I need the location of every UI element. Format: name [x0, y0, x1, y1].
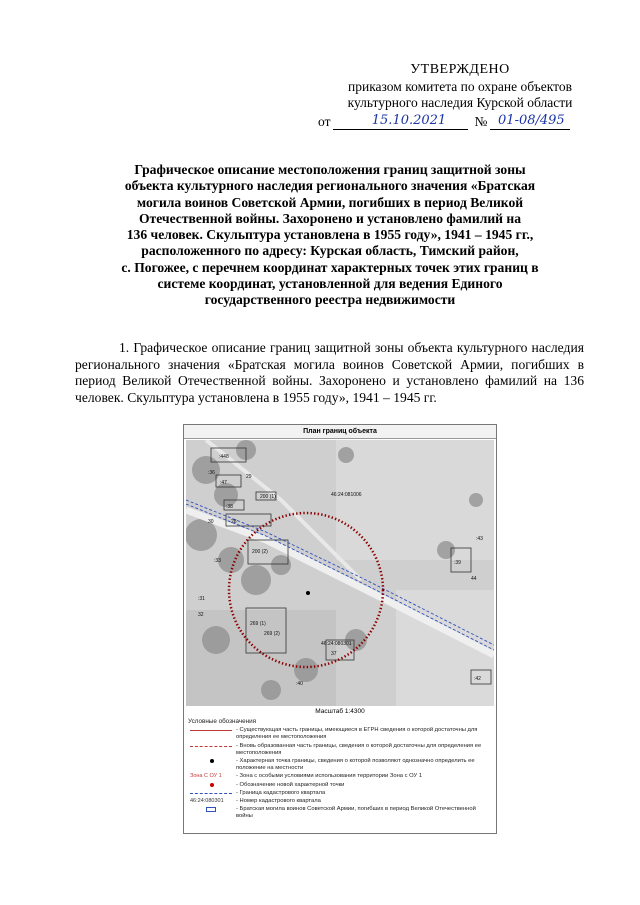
parcel-label: :39	[454, 560, 461, 566]
title-line: Графическое описание местоположения границ защитной зоны	[134, 162, 526, 177]
existing-boundary-symbol	[188, 727, 236, 734]
map-scale: Масштаб 1:4300	[315, 708, 365, 715]
parcel-label: :40	[296, 681, 303, 687]
legend-item: - Существующая часть границы, имеющиеся в ЕГРН сведения о которой достаточны для определения ее местоположения	[188, 727, 492, 741]
parcel-label: 269 (1)	[250, 621, 266, 627]
monument-symbol	[188, 806, 236, 813]
parcel-label: :448	[219, 454, 229, 460]
handwritten-date: 15.10.2021	[333, 113, 468, 130]
legend-item: 46:24:080301 - Номер кадастрового квартала	[190, 798, 321, 805]
legend-item: - Обозначение новой характерной точки	[188, 782, 492, 789]
approval-date-number-line	[310, 113, 610, 130]
quarter-label-bottom: 46:24:080301	[321, 641, 352, 647]
parcel-label: :47	[220, 480, 227, 486]
document-title	[75, 162, 585, 309]
parcel-label: :42	[474, 676, 481, 682]
parcel-label: :43	[476, 536, 483, 542]
legend-title: Условные обозначения	[188, 718, 257, 725]
quarter-boundary-symbol	[188, 790, 236, 797]
title-line: могила воинов Советской Армии, погибших в период Великой	[136, 194, 524, 210]
zone-symbol: Зона С ОУ 1	[190, 773, 222, 780]
aerial-map	[186, 440, 494, 706]
number-label: №	[474, 114, 488, 129]
parcel-label: :38	[226, 504, 233, 510]
parcel-label: 30	[208, 519, 214, 525]
legend-item: - Характерная точка границы, сведения о которой позволяют однозначно определить ее положение на местности	[188, 758, 492, 772]
parcel-label: 37	[331, 651, 337, 657]
title-line: с. Погожее, с перечнем координат характерных точек этих границ в	[121, 259, 539, 275]
title-line: Отечественной войны. Захоронено и установлено фамилий на	[138, 210, 522, 226]
title-line: государственного реестра недвижимости	[204, 292, 456, 308]
approval-block	[310, 62, 610, 130]
new-point-symbol	[188, 782, 236, 789]
map-title: План границ объекта	[184, 425, 496, 439]
parcel-label: :33	[214, 558, 221, 564]
parcel-label: 200 (2)	[252, 549, 268, 555]
approval-line-2: культурного наследия Курской области	[347, 95, 573, 110]
parcel-label: 200 (1)	[260, 494, 276, 500]
boundary-plan-figure	[183, 424, 497, 834]
parcel-label: :36	[208, 470, 215, 476]
legend-item: - Вновь образованная часть границы, сведения о которой достаточны для определения ее местоположения	[188, 743, 492, 757]
monument-marker	[306, 591, 310, 595]
title-line: объекта культурного наследия регионального значения «Братская	[124, 178, 536, 194]
title-line: системе координат, установленной для ведения Единого	[157, 276, 503, 292]
from-label: от	[318, 114, 331, 129]
parcel-label: 28	[231, 519, 237, 525]
legend-item: Зона С ОУ 1 - Зона с особыми условиями использования территории Зона с ОУ 1	[190, 773, 423, 780]
new-boundary-symbol	[188, 743, 236, 750]
legend-item: - Братская могила воинов Советской Армии, погибших в период Великой Отечественной войны	[188, 806, 492, 820]
boundary-point-symbol	[188, 758, 236, 765]
parcel-label: 32	[198, 612, 204, 618]
section-1-paragraph: 1. Графическое описание границ защитной зоны объекта культурного наследия регионального значения «Братская могила воинов Советской Армии, погибших в период Великой Отечественной войны. Захоронено и установлено фамилий на 136 человек. Скульптура установлена в 1955 году», 1941 – 1945 гг.	[75, 340, 584, 405]
parcel-label: 29	[246, 474, 252, 480]
handwritten-number: 01-08/495	[490, 113, 570, 130]
title-line: расположенного по адресу: Курская область, Тимский район,	[141, 243, 519, 259]
title-line: 136 человек. Скульптура установлена в 1955 году», 1941 – 1945 гг.,	[126, 227, 534, 243]
quarter-number-symbol: 46:24:080301	[190, 798, 224, 805]
approval-heading: УТВЕРЖДЕНО	[410, 62, 510, 77]
parcel-label: :31	[198, 596, 205, 602]
quarter-label-top: 46:24:081006	[331, 492, 362, 498]
map-legend	[188, 718, 492, 822]
parcel-label: 44	[471, 576, 477, 582]
parcel-label: 269 (2)	[264, 631, 280, 637]
legend-item: - Граница кадастрового квартала	[188, 790, 492, 797]
approval-line-1: приказом комитета по охране объектов	[348, 79, 572, 94]
